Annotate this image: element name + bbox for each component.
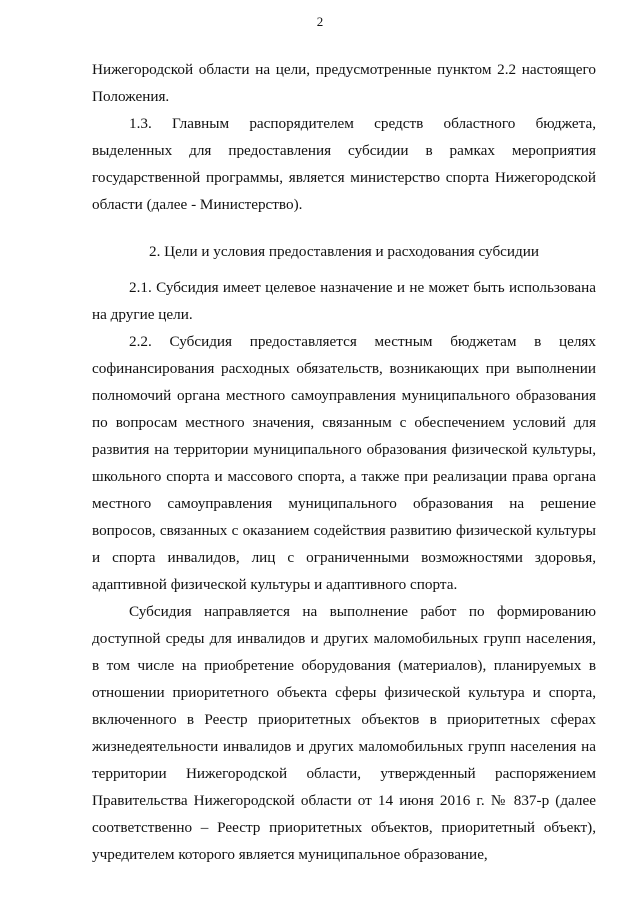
document-body — [92, 56, 596, 868]
paragraph-2-1: 2.1. Субсидия имеет целевое назначение и не может быть использована на другие цели. — [92, 279, 596, 323]
paragraph-2-2: 2.2. Субсидия предоставляется местным бюджетам в целях софинансирования расходных обязательств, возникающих при выполнении полномочий органа местного самоуправления муниципального образования по вопросам местного значения, связанным с обеспечением условий для развития на территории муниципального образования физической культуры, школьного спорта и массового спорта, а также при реализации права органа местного самоуправления муниципального образования на решение вопросов, связанных с оказанием содействия развитию физической культуры и спорта инвалидов, лиц с ограниченными возможностями здоровья, адаптивной физической культуры и адаптивного спорта. — [92, 333, 596, 593]
paragraph-continuation: Нижегородской области на цели, предусмотренные пунктом 2.2 настоящего Положения. — [92, 61, 596, 105]
paragraph-subsidy-direction: Субсидия направляется на выполнение работ по формированию доступной среды для инвалидов и других маломобильных групп населения, в том числе на приобретение оборудования (материалов), планируемых в отношении приоритетного объекта сферы физической культура и спорта, включенного в Реестр приоритетных объектов в приоритетных сферах жизнедеятельности инвалидов и других маломобильных групп населения на территории Нижегородской области, утвержденный распоряжением Правительства Нижегородской области от 14 июня 2016 г. № 837-р (далее соответственно – Реестр приоритетных объектов, приоритетный объект), учредителем которого является муниципальное образование, — [92, 603, 596, 863]
page-number: 2 — [316, 14, 324, 29]
section-heading: 2. Цели и условия предоставления и расходования субсидии — [148, 243, 540, 260]
paragraph-1-3: 1.3. Главным распорядителем средств областного бюджета, выделенных для предоставления субсидии в рамках мероприятия государственной программы, является министерство спорта Нижегородской области (далее - Министерство). — [92, 115, 596, 213]
